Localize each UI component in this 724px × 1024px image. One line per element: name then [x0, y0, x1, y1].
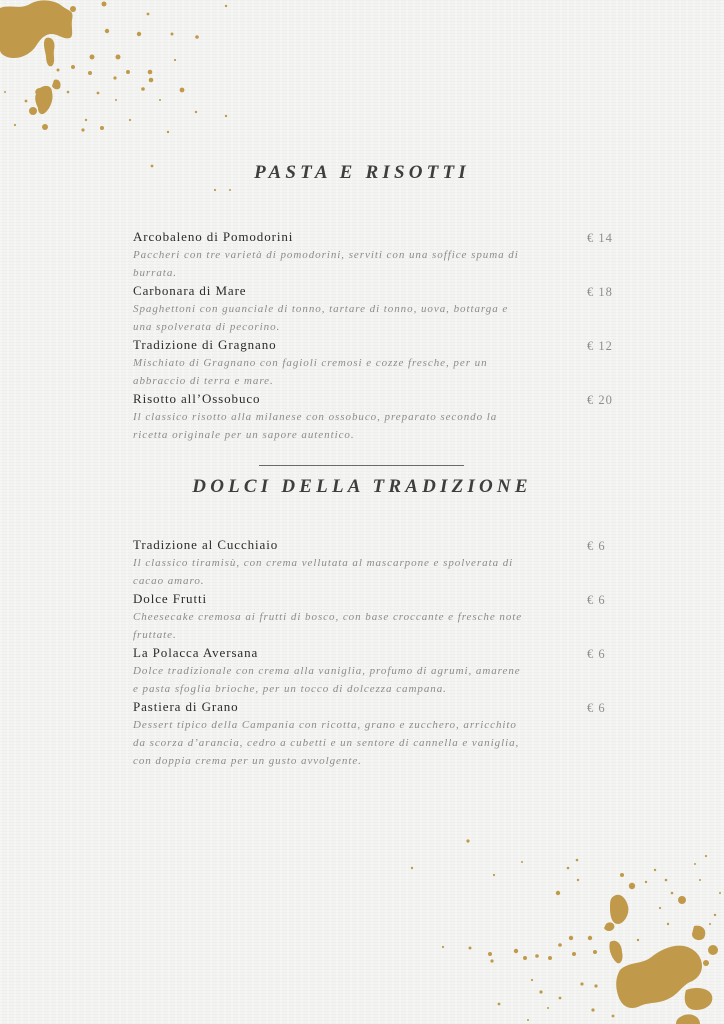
item-price: € 6: [587, 593, 606, 607]
item-price: € 6: [587, 539, 606, 553]
item-price: € 6: [587, 701, 606, 715]
item-price: € 6: [587, 647, 606, 661]
item-description: Dessert tipico della Campania con ricotta, grano e zucchero, arricchito da scorza d’arancia, cedro a cubetti e un sentore di cannella e vaniglia, con doppia crema per un gusto avvolgente.: [133, 719, 520, 767]
item-description: Dolce tradizionale con crema alla vaniglia, profumo di agrumi, amarene e pasta sfoglia brioche, per un tocco di dolcezza campana.: [133, 665, 521, 695]
item-price: € 14: [587, 231, 613, 245]
item-description: Paccheri con tre varietà di pomodorini, serviti con una soffice spuma di burrata.: [133, 249, 519, 279]
item-description: Il classico tiramisù, con crema vellutata al mascarpone e spolverata di cacao amaro.: [133, 557, 514, 587]
section-title-dolci: DOLCI DELLA TRADIZIONE: [192, 476, 532, 497]
section-title-pasta: PASTA E RISOTTI: [254, 162, 470, 183]
menu-item-tradizione-al-cucchiaio: [133, 536, 623, 590]
item-name: Carbonara di Mare: [133, 283, 247, 298]
item-price: € 12: [587, 339, 613, 353]
item-price: € 20: [587, 393, 613, 407]
item-name: Tradizione di Gragnano: [133, 337, 277, 352]
menu-item-carbonara-di-mare: [133, 282, 623, 336]
menu-item-pastiera-di-grano: [133, 698, 623, 770]
item-name: Tradizione al Cucchiaio: [133, 537, 279, 552]
menu-item-la-polacca-aversana: [133, 644, 623, 698]
item-description: Spaghettoni con guanciale di tonno, tartare di tonno, uova, bottarga e una spolverata di pecorino.: [133, 303, 509, 333]
item-description: Mischiato di Gragnano con fagioli cremosi e cozze fresche, per un abbraccio di terra e mare.: [133, 357, 488, 387]
menu-item-arcobaleno: [133, 228, 623, 282]
item-price: € 18: [587, 285, 613, 299]
menu-item-risotto-ossobuco: [133, 390, 623, 444]
item-name: Arcobaleno di Pomodorini: [133, 229, 294, 244]
gold-splatter-bottom-right: [410, 820, 724, 1024]
item-description: Il classico risotto alla milanese con ossobuco, preparato secondo la ricetta originale per un sapore autentico.: [133, 411, 498, 441]
item-name: Risotto all’Ossobuco: [133, 391, 261, 406]
menu-item-dolce-frutti: [133, 590, 623, 644]
item-description: Cheesecake cremosa ai frutti di bosco, con base croccante e fresche note fruttate.: [133, 611, 523, 641]
menu-list-pasta: [133, 228, 623, 444]
menu-list-dolci: [133, 536, 623, 770]
item-name: Pastiera di Grano: [133, 699, 239, 714]
item-name: La Polacca Aversana: [133, 645, 259, 660]
item-name: Dolce Frutti: [133, 591, 207, 606]
section-divider: [259, 465, 464, 466]
menu-item-tradizione-di-gragnano: [133, 336, 623, 390]
